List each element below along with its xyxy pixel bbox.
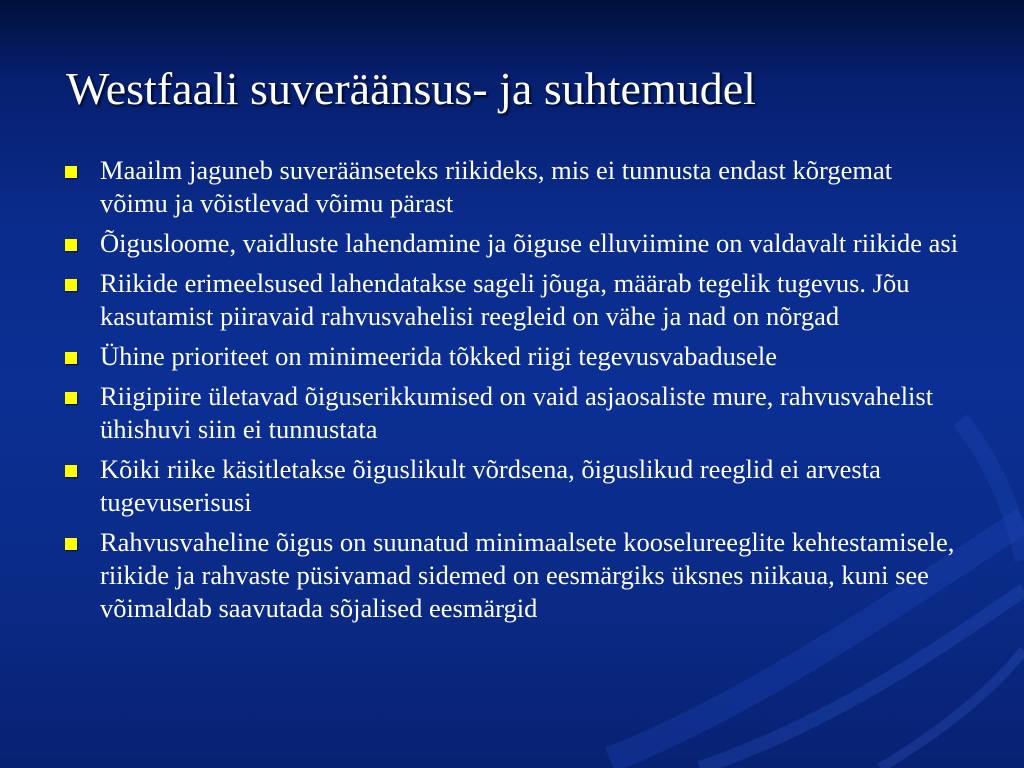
square-bullet-icon [65, 392, 77, 404]
square-bullet-icon [65, 538, 77, 550]
bullet-text: Kõiki riike käsitletakse õiguslikult võrdsena, õiguslikud reeglid ei arvesta tugevuserisusi [100, 454, 881, 517]
bullet-text: Riigipiire ületavad õiguserikkumised on vaid asjaosaliste mure, rahvusvahelist ühishuvi siin ei tunnustata [100, 381, 934, 444]
slide-title: Westfaali suveräänsus- ja suhtemudel [66, 63, 756, 114]
square-bullet-icon [65, 465, 77, 477]
bullet-item [64, 267, 964, 333]
bullet-text: Rahvusvaheline õigus on suunatud minimaalsete kooselureeglite kehtestamisele, riikide ja rahvaste püsivamad sidemed on eesmärgiks üksnes niikaua, kuni see võimaldab saavutada sõjalised eesmärgid [100, 527, 955, 623]
square-bullet-icon [65, 352, 77, 364]
square-bullet-icon [65, 279, 77, 291]
bullet-item [64, 453, 964, 519]
square-bullet-icon [65, 166, 77, 178]
bullet-item [64, 380, 964, 446]
bullet-text: Riikide erimeelsused lahendatakse sageli jõuga, määrab tegelik tugevus. Jõu kasutamist piiravaid rahvusvahelisi reegleid on vähe ja nad on nõrgad [100, 268, 910, 331]
bullet-list [64, 154, 964, 632]
bullet-item [64, 340, 964, 373]
bullet-text: Ühine prioriteet on minimeerida tõkked riigi tegevusvabadusele [100, 341, 778, 371]
bullet-item [64, 227, 964, 260]
bullet-text: Õigusloome, vaidluste lahendamine ja õiguse elluviimine on valdavalt riikide asi [100, 228, 959, 258]
bullet-text: Maailm jaguneb suveräänseteks riikideks, mis ei tunnusta endast kõrgemat võimu ja võistlevad võimu pärast [100, 155, 893, 218]
square-bullet-icon [65, 239, 77, 251]
bullet-item [64, 154, 964, 220]
bullet-item [64, 526, 964, 625]
